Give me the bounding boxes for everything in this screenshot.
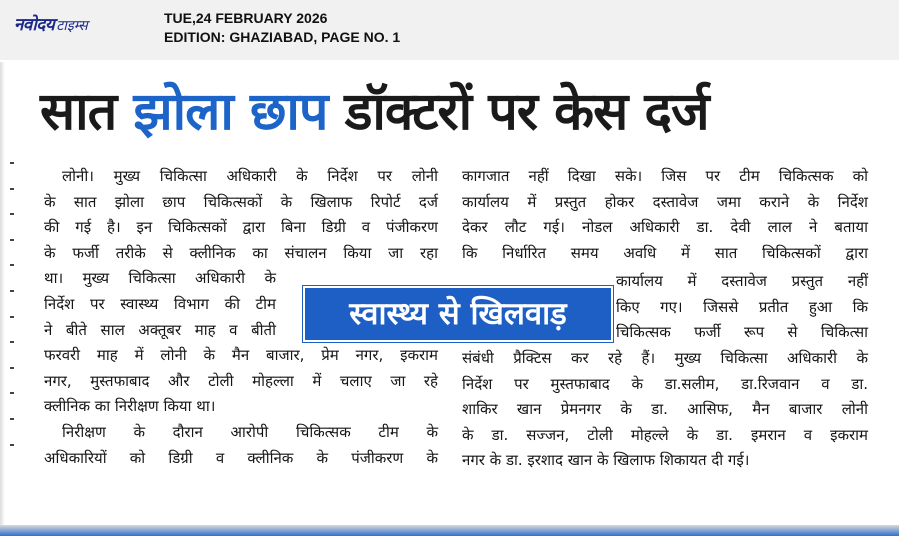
publication-date: TUE,24 FEBRUARY 2026: [164, 10, 328, 26]
right-line: कि निर्धारित समय अवधि में सात चिकित्सकों द्वारा: [462, 243, 868, 262]
article-column-right-wrap: [616, 269, 868, 346]
news-clipping: [0, 62, 899, 536]
edition-info: EDITION: GHAZIABAD, PAGE NO. 1: [164, 29, 401, 45]
left-line: ने बीते साल अक्तूबर माह व बीती: [44, 320, 276, 339]
right-line: कागजात नहीं दिखा सके। जिस पर टीम चिकित्सक को: [462, 167, 868, 185]
headline-part-3: डॉक्टरों पर केस दर्ज: [344, 82, 709, 142]
right-line: शाकिर खान प्रेमनगर के डा. आसिफ, मैन बाजार लोनी: [462, 400, 868, 419]
edition-meta: [164, 9, 400, 47]
right-line: कार्यालय में प्रस्तुत होकर दस्तावेज जमा कराने के निर्देश: [462, 192, 868, 211]
header-bar: [0, 0, 899, 60]
article-column-right-top: [462, 164, 868, 266]
subheading: स्वास्थ्य से खिलवाड़: [349, 296, 567, 332]
logo-main: नवोदय: [14, 15, 55, 35]
headline-part-1: सात: [40, 82, 117, 142]
column-rule-marks: [10, 162, 16, 462]
left-line: क्लीनिक का निरीक्षण किया था।: [44, 397, 216, 416]
headline-part-2: झोला छाप: [133, 82, 328, 142]
newspaper-logo: [14, 12, 88, 35]
right-line: देकर लौट गई। नोडल अधिकारी डा. देवी लाल ने बताया: [462, 218, 868, 237]
clip-edge-bottom: [0, 525, 899, 536]
right-line: कार्यालय में दस्तावेज प्रस्तुत नहीं: [616, 272, 868, 290]
left-line: की गई है। इन चिकित्सकों द्वारा बिना डिग्री व पंजीकरण: [44, 218, 438, 237]
clip-edge-left: [0, 62, 5, 536]
left-line: के फर्जी तरीके से क्लीनिक का संचालन किया जा रहा: [44, 243, 438, 262]
right-line: निर्देश पर मुस्तफाबाद के डा.सलीम, डा.रिजवान व डा.: [462, 374, 868, 393]
article-column-right-bottom: [462, 346, 868, 474]
right-line: संबंधी प्रैक्टिस कर रहे हैं। मुख्य चिकित्सा अधिकारी के: [462, 349, 868, 367]
right-line: के डा. सज्जन, टोली मोहल्ले के डा. इमरान व इकराम: [462, 425, 868, 444]
left-line: नगर, मुस्तफाबाद और टोली मोहल्ला में चलाए जा रहे: [44, 371, 438, 390]
logo-sub: टाइम्स: [56, 18, 88, 34]
left-line: निर्देश पर स्वास्थ्य विभाग की टीम: [44, 294, 276, 313]
left-line: फरवरी माह में लोनी के मैन बाजार, प्रेम नगर, इकराम: [44, 346, 438, 365]
right-line: नगर के डा. इरशाद खान के खिलाफ शिकायत दी गई।: [462, 451, 750, 470]
headline: [40, 76, 870, 148]
left-line: लोनी। मुख्य चिकित्सा अधिकारी के निर्देश पर लोनी: [62, 167, 438, 185]
right-line: चिकित्सक फर्जी रूप से चिकित्सा: [616, 323, 868, 342]
subheading-box: [303, 286, 613, 342]
left-line: था। मुख्य चिकित्सा अधिकारी के: [44, 269, 276, 288]
left-line: निरीक्षण के दौरान आरोपी चिकित्सक टीम के: [62, 422, 438, 441]
left-line: के सात झोला छाप चिकित्सकों के खिलाफ रिपोर्ट दर्ज: [44, 192, 438, 211]
right-line: किए गए। जिससे प्रतीत हुआ कि: [616, 297, 868, 316]
left-line: अधिकारियों को डिग्री व क्लीनिक के पंजीकरण के: [44, 448, 438, 467]
